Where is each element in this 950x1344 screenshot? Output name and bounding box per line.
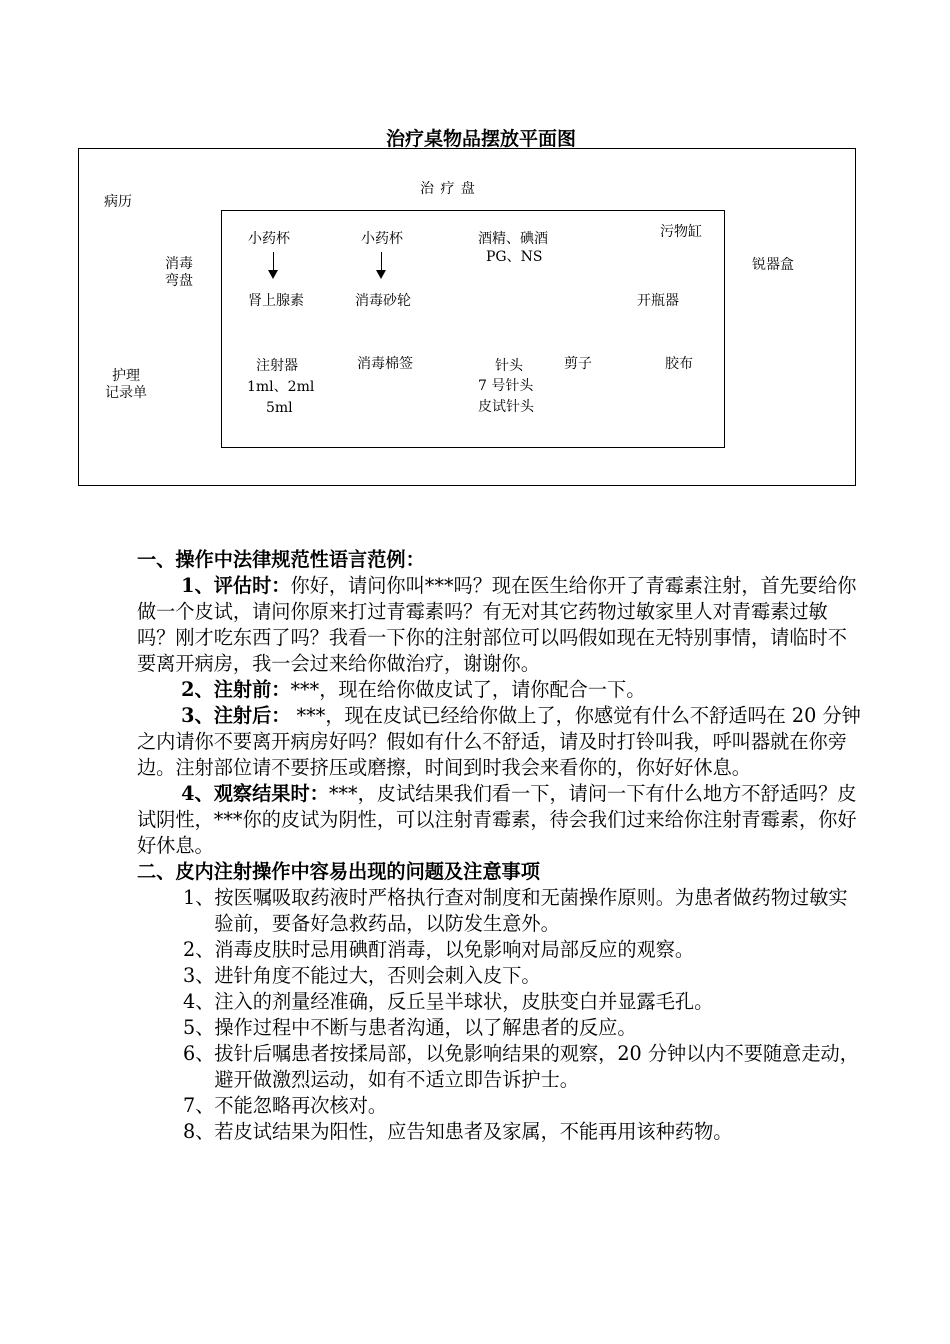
section-1-item (137, 781, 861, 859)
section-1-item (137, 573, 861, 677)
list-item (137, 963, 861, 989)
list-text: 操作过程中不断与患者沟通，以了解患者的反应。 (214, 1016, 637, 1039)
list-item (137, 989, 861, 1015)
section-1-heading: 一、操作中法律规范性语言范例： (137, 548, 425, 571)
label-cup-1: 小药杯 (248, 231, 290, 247)
arrow-line-1 (273, 252, 274, 270)
list-item (137, 885, 861, 937)
list-number: 4、 (183, 990, 215, 1013)
list-item (137, 1119, 861, 1145)
tray-outline (221, 210, 725, 448)
list-text: 拔针后嘱患者按揉局部，以免影响结果的观察，20 分钟以内不要随意走动，避开做激烈运动，如有不适立即告诉护士。 (214, 1042, 859, 1091)
label-syringe-1: 注射器 (256, 358, 298, 374)
label-opener: 开瓶器 (637, 293, 679, 309)
label-needle-3: 皮试针头 (478, 399, 534, 415)
item-label: 2、注射前： (181, 678, 291, 701)
section-2-heading: 二、皮内注射操作中容易出现的问题及注意事项 (137, 860, 540, 883)
list-number: 5、 (183, 1016, 215, 1039)
label-syringe-2: 1ml、2ml (247, 379, 315, 395)
label-scissors: 剪子 (564, 356, 592, 372)
label-needle-2: 7 号针头 (478, 378, 534, 394)
list-text: 注入的剂量经准确，反丘呈半球状，皮肤变白并显露毛孔。 (214, 990, 714, 1013)
list-text: 不能忽略再次核对。 (214, 1094, 388, 1117)
section-1-item (137, 703, 861, 781)
diagram-title: 治疗桌物品摆放平面图 (386, 128, 577, 150)
list-item (137, 1015, 861, 1041)
label-xiaodu-2: 弯盘 (165, 273, 193, 289)
arrow-down-icon (376, 270, 386, 279)
label-swab: 消毒棉签 (357, 356, 413, 372)
label-ruiqihe: 锐器盒 (752, 257, 794, 273)
list-item (137, 1093, 861, 1119)
item-text: 你好，请问你叫***吗？现在医生给你开了青霉素注射，首先要给你做一个皮试，请问你原来打过青霉素吗？有无对其它药物过敏家里人对青霉素过敏吗？刚才吃东西了吗？我看一下你的注射部位可以吗假如现在无特别事情，请临时不要离开病房，我一会过来给你做治疗，谢谢你。 (137, 574, 857, 675)
item-text: ***，现在皮试已经给你做上了，你感觉有什么不舒适吗在 20 分钟之内请你不要离开病房好吗？假如有什么不舒适，请及时打铃叫我，呼叫器就在你旁边。注射部位请不要挤压或磨擦，时间到时我会来看你的，你好好休息。 (137, 704, 861, 779)
list-text: 按医嘱吸取药液时严格执行查对制度和无菌操作原则。为患者做药物过敏实验前，要备好急救药品，以防发生意外。 (214, 886, 848, 935)
list-number: 1、 (183, 886, 215, 909)
list-item (137, 1041, 861, 1093)
list-number: 7、 (183, 1094, 215, 1117)
list-number: 3、 (183, 964, 215, 987)
label-alcohol-2: PG、NS (486, 249, 543, 265)
label-alcohol-1: 酒精、碘酒 (478, 231, 548, 247)
label-xiaodu-1: 消毒 (165, 256, 193, 272)
item-text: ***，皮试结果我们看一下，请问一下有什么地方不舒适吗？皮试阴性，***你的皮试为阴性，可以注射青霉素，待会我们过来给你注射青霉素，你好好休息。 (137, 782, 857, 857)
list-text: 消毒皮肤时忌用碘酊消毒，以免影响对局部反应的观察。 (214, 938, 695, 961)
label-syringe-3: 5ml (266, 400, 293, 416)
item-label: 1、评估时： (181, 574, 291, 597)
label-huli-2: 记录单 (105, 385, 147, 401)
list-text: 若皮试结果为阳性，应告知患者及家属，不能再用该种药物。 (214, 1120, 733, 1143)
label-needle-1: 针头 (495, 358, 523, 374)
label-bingli: 病历 (104, 194, 132, 210)
arrow-down-icon (268, 270, 278, 279)
label-huli-1: 护理 (112, 368, 140, 384)
label-tape: 胶布 (665, 356, 693, 372)
arrow-line-2 (381, 252, 382, 270)
item-label: 4、观察结果时： (181, 782, 329, 805)
item-label: 3、注射后： (181, 704, 291, 727)
list-number: 2、 (183, 938, 215, 961)
label-cup-2: 小药杯 (361, 231, 403, 247)
list-number: 8、 (183, 1120, 215, 1143)
section-1 (137, 547, 861, 1145)
tray-label: 治 疗 盘 (420, 181, 476, 197)
list-item (137, 937, 861, 963)
list-number: 6、 (183, 1042, 215, 1065)
label-grindwheel: 消毒砂轮 (355, 293, 411, 309)
label-wuwugang: 污物缸 (660, 224, 702, 240)
label-epinephrine: 肾上腺素 (248, 293, 304, 309)
list-text: 进针角度不能过大，否则会刺入皮下。 (214, 964, 541, 987)
section-1-item (137, 677, 861, 703)
item-text: ***，现在给你做皮试了，请你配合一下。 (290, 678, 646, 701)
